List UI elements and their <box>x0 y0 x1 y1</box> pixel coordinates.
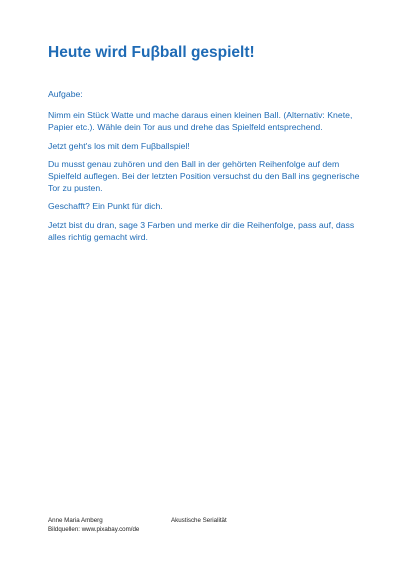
footer-author: Anne Maria Amberg <box>48 517 103 524</box>
instruction-paragraph-1: Nimm ein Stück Watte und mache daraus einen kleinen Ball. (Alternativ: Knete, Papier etc.). Wähle dein Tor aus und drehe das Spielfeld entsprechend. <box>48 110 353 133</box>
instruction-paragraph-4: Geschafft? Ein Punkt für dich. <box>48 201 163 212</box>
instruction-paragraph-2: Jetzt geht's los mit dem Fuβballspiel! <box>48 140 190 151</box>
page-title: Heute wird Fuβball gespielt! <box>48 44 255 61</box>
footer-image-source: Bildquellen: www.pixabay.com/de <box>48 526 140 533</box>
footer-left <box>48 516 139 534</box>
task-content <box>48 88 368 249</box>
task-label: Aufgabe: <box>48 89 83 99</box>
instruction-paragraph-3: Du musst genau zuhören und den Ball in der gehörten Reihenfolge auf dem Spielfeld auflegen. Bei der letzten Position versuchst du den Ball ins gegnerische Tor zu pusten. <box>48 158 360 194</box>
instruction-paragraph-5: Jetzt bist du dran, sage 3 Farben und merke dir die Reihenfolge, pass auf, dass alles richtig gemacht wird. <box>48 219 355 242</box>
footer-subject: Akustische Serialität <box>171 517 227 524</box>
footer-right <box>171 516 227 525</box>
